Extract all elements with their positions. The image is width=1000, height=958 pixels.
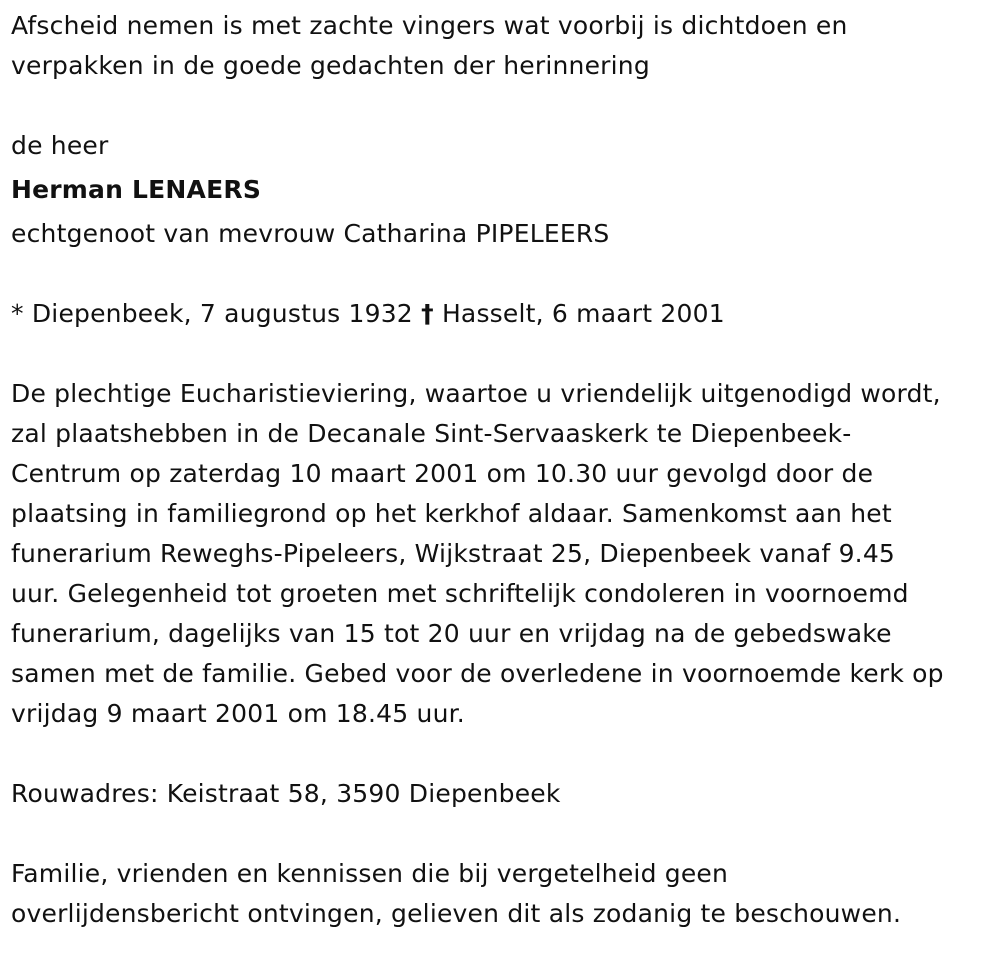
ceremony-line: vrijdag 9 maart 2001 om 18.45 uur. [11, 699, 465, 728]
ceremony-line: samen met de familie. Gebed voor de overledene in voornoemde kerk op [11, 659, 944, 688]
ceremony-paragraph [11, 374, 1000, 734]
cross-icon: † [421, 299, 434, 328]
death-date: Hasselt, 6 maart 2001 [441, 299, 725, 328]
spouse-line: echtgenoot van mevrouw Catharina PIPELEERS [11, 219, 610, 248]
ceremony-line: plaatsing in familiegrond op het kerkhof aldaar. Samenkomst aan het [11, 499, 892, 528]
ceremony-line: Centrum op zaterdag 10 maart 2001 om 10.30 uur gevolgd door de [11, 459, 874, 488]
salutation: de heer [11, 131, 109, 160]
mourning-address: Rouwadres: Keistraat 58, 3590 Diepenbeek [11, 779, 561, 808]
birth-date: * Diepenbeek, 7 augustus 1932 [11, 299, 413, 328]
birth-death-dates [11, 294, 1000, 334]
ceremony-line: zal plaatshebben in de Decanale Sint-Servaaskerk te Diepenbeek- [11, 419, 852, 448]
ceremony-line: uur. Gelegenheid tot groeten met schriftelijk condoleren in voornoemd [11, 579, 909, 608]
deceased-name: Herman LENAERS [11, 175, 262, 204]
closing-line: Familie, vrienden en kennissen die bij vergetelheid geen [11, 859, 729, 888]
ceremony-line: funerarium, dagelijks van 15 tot 20 uur en vrijdag na de gebedswake [11, 619, 892, 648]
closing-line: overlijdensbericht ontvingen, gelieven dit als zodanig te beschouwen. [11, 899, 902, 928]
closing-note [11, 854, 1000, 934]
motto-line: Afscheid nemen is met zachte vingers wat voorbij is dichtdoen en [11, 11, 848, 40]
ceremony-line: De plechtige Eucharistieviering, waartoe u vriendelijk uitgenodigd wordt, [11, 379, 941, 408]
motto-line: verpakken in de goede gedachten der herinnering [11, 51, 650, 80]
motto-block [11, 6, 1000, 86]
ceremony-line: funerarium Reweghs-Pipeleers, Wijkstraat 25, Diepenbeek vanaf 9.45 [11, 539, 896, 568]
